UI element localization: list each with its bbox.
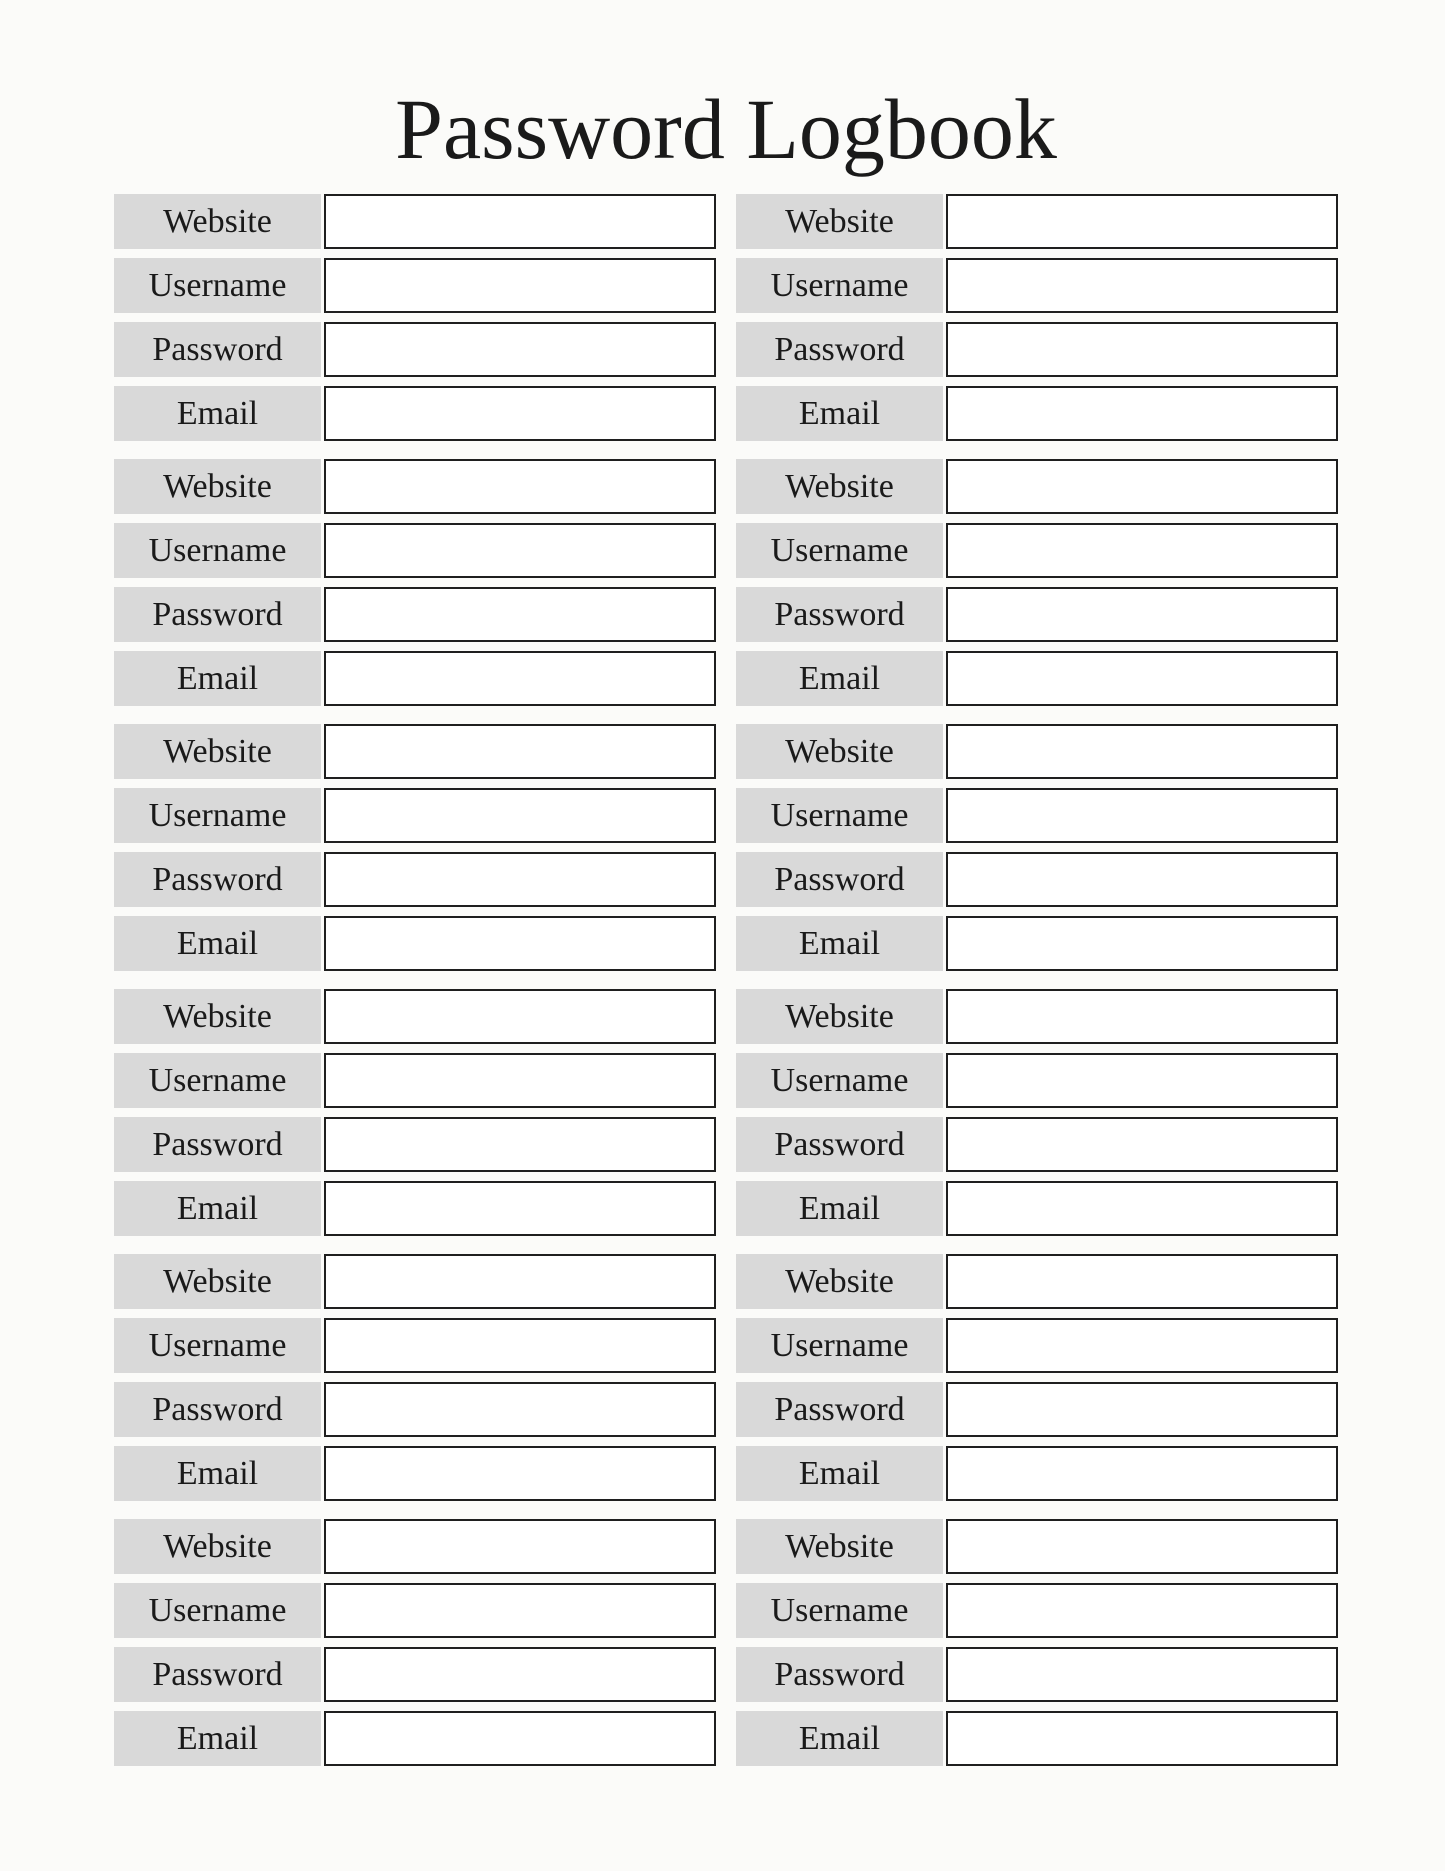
field-input-password[interactable] [946, 1382, 1338, 1437]
field-input-email[interactable] [324, 1711, 716, 1766]
field-label-password: Password [114, 1647, 321, 1702]
entry-column-left [114, 194, 716, 1766]
field-label-username: Username [736, 1583, 943, 1638]
entry-block [736, 459, 1338, 706]
entry-row-password [114, 1117, 716, 1172]
entry-row-website [114, 459, 716, 514]
entry-row-password [114, 1382, 716, 1437]
entry-row-website [736, 1254, 1338, 1309]
entry-row-username [736, 788, 1338, 843]
field-input-website[interactable] [946, 1519, 1338, 1574]
field-label-username: Username [736, 788, 943, 843]
field-label-email: Email [736, 651, 943, 706]
page-title: Password Logbook [395, 81, 1057, 177]
field-input-password[interactable] [324, 587, 716, 642]
field-label-email: Email [736, 1711, 943, 1766]
field-label-email: Email [736, 386, 943, 441]
field-input-username[interactable] [324, 1318, 716, 1373]
field-input-password[interactable] [324, 1382, 716, 1437]
field-input-email[interactable] [324, 1181, 716, 1236]
entry-row-username [114, 258, 716, 313]
field-input-website[interactable] [946, 724, 1338, 779]
field-input-username[interactable] [946, 1318, 1338, 1373]
entry-row-password [736, 852, 1338, 907]
field-input-website[interactable] [324, 194, 716, 249]
entry-row-username [736, 1583, 1338, 1638]
field-label-website: Website [736, 194, 943, 249]
field-label-username: Username [736, 1053, 943, 1108]
field-input-email[interactable] [324, 916, 716, 971]
field-label-username: Username [114, 523, 321, 578]
field-label-email: Email [114, 1711, 321, 1766]
field-input-email[interactable] [324, 651, 716, 706]
entry-block [114, 194, 716, 441]
field-input-username[interactable] [946, 1053, 1338, 1108]
field-label-username: Username [736, 1318, 943, 1373]
field-input-email[interactable] [324, 1446, 716, 1501]
entry-row-website [736, 194, 1338, 249]
field-label-email: Email [736, 1181, 943, 1236]
field-label-username: Username [114, 788, 321, 843]
entry-row-website [114, 1254, 716, 1309]
field-input-username[interactable] [324, 1053, 716, 1108]
field-label-website: Website [114, 194, 321, 249]
field-label-password: Password [114, 322, 321, 377]
field-input-password[interactable] [946, 587, 1338, 642]
field-label-password: Password [114, 1382, 321, 1437]
field-input-password[interactable] [324, 1647, 716, 1702]
entry-row-password [736, 322, 1338, 377]
field-label-username: Username [736, 258, 943, 313]
entry-row-password [114, 587, 716, 642]
field-input-email[interactable] [324, 386, 716, 441]
field-label-website: Website [114, 459, 321, 514]
field-label-password: Password [736, 1117, 943, 1172]
field-label-website: Website [736, 459, 943, 514]
entry-row-email [736, 651, 1338, 706]
field-input-username[interactable] [946, 788, 1338, 843]
field-input-username[interactable] [946, 523, 1338, 578]
field-input-website[interactable] [324, 989, 716, 1044]
field-input-password[interactable] [324, 852, 716, 907]
field-label-website: Website [114, 1254, 321, 1309]
field-label-username: Username [736, 523, 943, 578]
field-label-username: Username [114, 1318, 321, 1373]
entry-block [736, 1254, 1338, 1501]
entry-row-website [736, 459, 1338, 514]
field-input-password[interactable] [946, 852, 1338, 907]
field-input-email[interactable] [946, 1711, 1338, 1766]
field-input-password[interactable] [946, 1647, 1338, 1702]
field-label-password: Password [114, 852, 321, 907]
field-input-email[interactable] [946, 386, 1338, 441]
field-input-website[interactable] [324, 459, 716, 514]
entry-block [114, 459, 716, 706]
field-input-website[interactable] [324, 724, 716, 779]
field-label-website: Website [114, 724, 321, 779]
field-label-website: Website [114, 989, 321, 1044]
field-label-email: Email [114, 386, 321, 441]
entry-row-website [114, 989, 716, 1044]
entry-row-email [736, 386, 1338, 441]
entry-block [736, 724, 1338, 971]
field-input-username[interactable] [324, 1583, 716, 1638]
entry-row-password [114, 322, 716, 377]
field-label-website: Website [736, 1519, 943, 1574]
entry-row-email [114, 1446, 716, 1501]
field-input-website[interactable] [324, 1254, 716, 1309]
entry-row-email [736, 1446, 1338, 1501]
field-input-username[interactable] [946, 258, 1338, 313]
field-label-password: Password [736, 852, 943, 907]
field-input-password[interactable] [946, 322, 1338, 377]
field-input-website[interactable] [946, 989, 1338, 1044]
entry-row-username [736, 1318, 1338, 1373]
field-label-password: Password [736, 587, 943, 642]
entry-block [114, 989, 716, 1236]
field-input-website[interactable] [946, 459, 1338, 514]
entry-row-password [736, 1117, 1338, 1172]
entry-row-email [114, 1711, 716, 1766]
entry-row-password [736, 1647, 1338, 1702]
field-label-password: Password [736, 322, 943, 377]
entry-row-website [114, 724, 716, 779]
entry-row-username [114, 1053, 716, 1108]
entry-row-website [114, 194, 716, 249]
entry-row-username [114, 523, 716, 578]
field-label-website: Website [736, 989, 943, 1044]
field-label-username: Username [114, 258, 321, 313]
entry-block [736, 1519, 1338, 1766]
entry-column-right [736, 194, 1338, 1766]
entry-row-username [114, 1583, 716, 1638]
entry-row-username [736, 1053, 1338, 1108]
field-label-email: Email [114, 916, 321, 971]
entry-row-password [736, 587, 1338, 642]
field-label-password: Password [114, 1117, 321, 1172]
field-input-username[interactable] [946, 1583, 1338, 1638]
entry-row-email [114, 651, 716, 706]
entry-row-email [736, 1711, 1338, 1766]
entry-row-website [736, 1519, 1338, 1574]
entry-block [736, 194, 1338, 441]
field-input-email[interactable] [946, 651, 1338, 706]
entry-row-email [114, 1181, 716, 1236]
field-input-email[interactable] [946, 1446, 1338, 1501]
field-input-email[interactable] [946, 1181, 1338, 1236]
field-label-email: Email [736, 1446, 943, 1501]
entry-row-password [736, 1382, 1338, 1437]
field-input-email[interactable] [946, 916, 1338, 971]
field-label-email: Email [114, 651, 321, 706]
field-label-website: Website [736, 724, 943, 779]
entry-row-username [114, 1318, 716, 1373]
entry-grid [114, 194, 1338, 1766]
field-label-password: Password [736, 1382, 943, 1437]
entry-row-email [736, 1181, 1338, 1236]
field-input-password[interactable] [324, 1117, 716, 1172]
field-input-username[interactable] [324, 788, 716, 843]
field-label-username: Username [114, 1583, 321, 1638]
entry-row-username [736, 523, 1338, 578]
entry-row-website [114, 1519, 716, 1574]
entry-block [114, 1254, 716, 1501]
entry-row-username [114, 788, 716, 843]
entry-row-password [114, 852, 716, 907]
field-input-website[interactable] [946, 194, 1338, 249]
entry-row-email [114, 386, 716, 441]
field-label-email: Email [114, 1181, 321, 1236]
field-label-password: Password [736, 1647, 943, 1702]
entry-row-website [736, 989, 1338, 1044]
field-label-username: Username [114, 1053, 321, 1108]
field-input-password[interactable] [946, 1117, 1338, 1172]
entry-row-email [114, 916, 716, 971]
field-input-username[interactable] [324, 258, 716, 313]
field-input-password[interactable] [324, 322, 716, 377]
entry-block [114, 724, 716, 971]
entry-row-password [114, 1647, 716, 1702]
entry-block [114, 1519, 716, 1766]
field-label-email: Email [736, 916, 943, 971]
entry-row-username [736, 258, 1338, 313]
entry-row-email [736, 916, 1338, 971]
entry-block [736, 989, 1338, 1236]
field-label-email: Email [114, 1446, 321, 1501]
field-input-website[interactable] [324, 1519, 716, 1574]
field-input-username[interactable] [324, 523, 716, 578]
field-label-password: Password [114, 587, 321, 642]
field-label-website: Website [114, 1519, 321, 1574]
field-input-website[interactable] [946, 1254, 1338, 1309]
field-label-website: Website [736, 1254, 943, 1309]
entry-row-website [736, 724, 1338, 779]
